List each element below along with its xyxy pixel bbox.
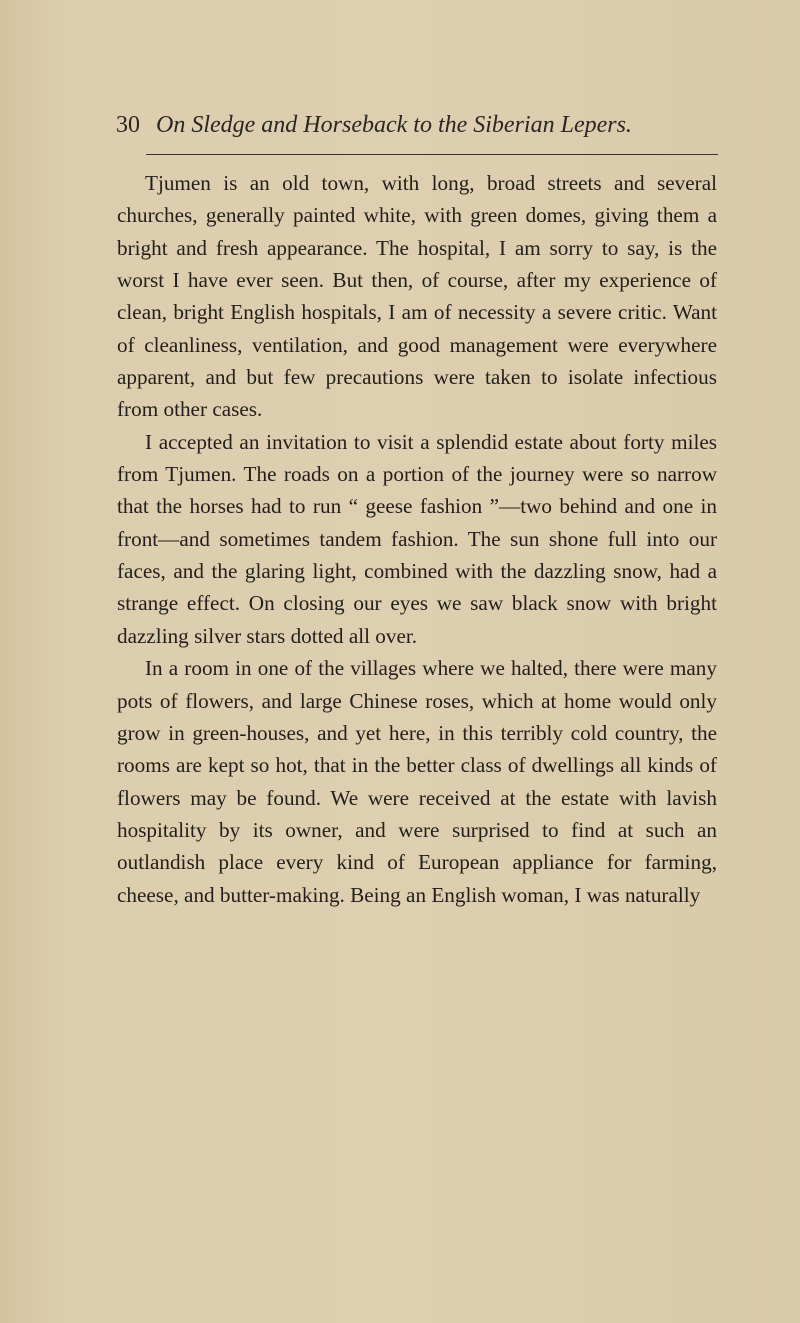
running-head	[116, 112, 716, 139]
header-rule	[146, 154, 718, 155]
running-title: On Sledge and Horseback to the Siberian Lepers.	[156, 112, 632, 138]
body-text	[117, 167, 717, 911]
paragraph: In a room in one of the villages where we halted, there were many pots of flowers, and large Chinese roses, which at home would only grow in green-houses, and yet here, in this terribly cold country, the rooms are kept so hot, that in the better class of dwellings all kinds of flowers may be found. We were received at the estate with lavish hospitality by its owner, and were surprised to find at such an outlandish place every kind of European appliance for farming, cheese, and butter-making. Being an English woman, I was naturally	[117, 656, 717, 907]
page-number: 30	[116, 112, 140, 138]
paragraph: Tjumen is an old town, with long, broad streets and several churches, generally painted white, with green domes, giving them a bright and fresh appearance. The hospital, I am sorry to say, is the worst I have ever seen. But then, of course, after my experience of clean, bright English hospitals, I am of necessity a severe critic. Want of cleanliness, ventilation, and good management were everywhere apparent, and but few precautions were taken to isolate infectious from other cases.	[117, 171, 717, 422]
paragraph: I accepted an invitation to visit a splendid estate about forty miles from Tjumen. The roads on a portion of the journey were so narrow that the horses had to run “ geese fashion ”—two behind and one in front—and sometimes tandem fashion. The sun shone full into our faces, and the glaring light, combined with the dazzling snow, had a strange effect. On closing our eyes we saw black snow with bright dazzling silver stars dotted all over.	[117, 429, 717, 648]
